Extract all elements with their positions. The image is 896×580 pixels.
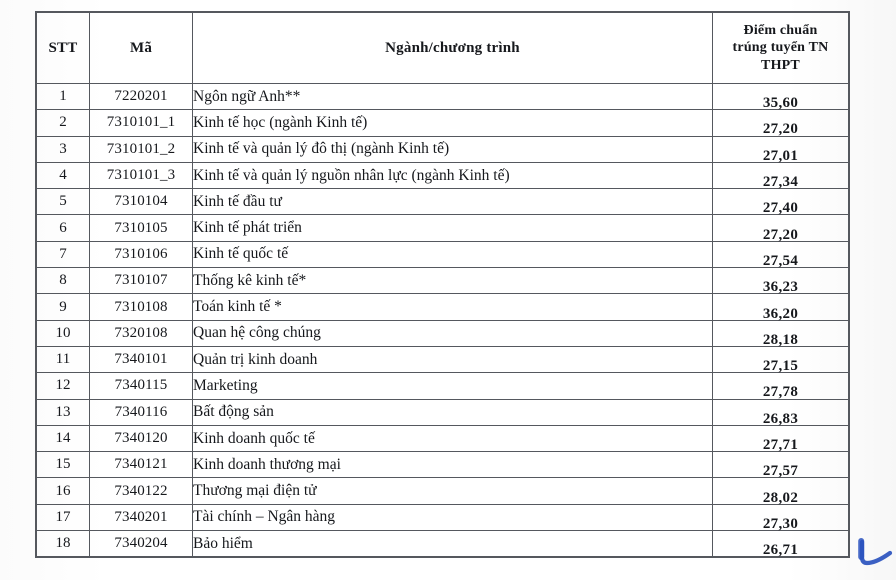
column-header-score-line-1: Điểm chuẩn (743, 22, 818, 38)
cell-benchmark-score (713, 320, 849, 346)
cell-program-name: Kinh tế và quản lý nguồn nhân lực (ngành Kinh tế) (193, 162, 713, 188)
cell-program-name: Kinh doanh thương mại (193, 452, 713, 478)
benchmark-score-value: 28,18 (762, 331, 799, 348)
cell-program-name: Bảo hiểm (193, 531, 713, 557)
table-row (37, 478, 849, 504)
benchmark-score-value: 26,83 (762, 410, 799, 427)
table-row (37, 346, 849, 372)
table-row (37, 215, 849, 241)
benchmark-score-value: 27,30 (762, 515, 799, 532)
table-row (37, 452, 849, 478)
benchmark-score-value: 27,01 (762, 147, 799, 164)
cell-program-name: Tài chính – Ngân hàng (193, 504, 713, 530)
benchmark-score-value: 27,20 (762, 226, 799, 243)
cell-benchmark-score (713, 531, 849, 557)
table-row (37, 189, 849, 215)
cell-program-name: Ngôn ngữ Anh** (193, 84, 713, 110)
cell-program-name: Kinh tế phát triển (193, 215, 713, 241)
cell-stt: 16 (37, 478, 90, 504)
table-row (37, 110, 849, 136)
column-header-stt: STT (37, 13, 90, 84)
cell-stt: 18 (37, 531, 90, 557)
cell-program-code: 7320108 (90, 320, 193, 346)
cell-program-code: 7310101_1 (90, 110, 193, 136)
cell-stt: 9 (37, 294, 90, 320)
benchmark-score-value: 27,54 (762, 252, 799, 269)
cell-stt: 15 (37, 452, 90, 478)
cell-program-code: 7340204 (90, 531, 193, 557)
cell-program-code: 7340201 (90, 504, 193, 530)
cell-benchmark-score (713, 425, 849, 451)
cell-benchmark-score (713, 294, 849, 320)
benchmark-score-value: 27,57 (762, 463, 799, 480)
cell-benchmark-score (713, 84, 849, 110)
cell-program-code: 7310106 (90, 241, 193, 267)
cell-stt: 17 (37, 504, 90, 530)
table-body (37, 84, 849, 557)
cell-program-code: 7310107 (90, 268, 193, 294)
cell-program-name: Thống kê kinh tế* (193, 268, 713, 294)
column-header-score (713, 13, 849, 84)
cell-program-code: 7340116 (90, 399, 193, 425)
cell-program-name: Kinh tế quốc tế (193, 241, 713, 267)
benchmark-score-value: 27,78 (762, 384, 799, 401)
cell-program-code: 7310101_3 (90, 162, 193, 188)
cell-stt: 11 (37, 346, 90, 372)
benchmark-score-value: 27,40 (762, 200, 799, 217)
table-row (37, 399, 849, 425)
cell-benchmark-score (713, 452, 849, 478)
cell-program-name: Thương mại điện tử (193, 478, 713, 504)
cell-stt: 12 (37, 373, 90, 399)
cell-stt: 7 (37, 241, 90, 267)
benchmark-score-value: 26,71 (762, 542, 799, 559)
cell-program-code: 7310108 (90, 294, 193, 320)
cell-program-code: 7220201 (90, 84, 193, 110)
benchmark-score-value: 27,34 (762, 174, 799, 191)
cell-benchmark-score (713, 346, 849, 375)
column-header-score-line-2: trúng tuyển TN (732, 40, 829, 56)
cell-benchmark-score (713, 268, 849, 294)
table-row (37, 320, 849, 346)
cell-stt: 14 (37, 425, 90, 451)
cell-stt: 5 (37, 189, 90, 215)
admission-scores-table-container (36, 12, 848, 559)
cell-program-name: Quan hệ công chúng (193, 320, 713, 346)
benchmark-score-value: 27,20 (762, 121, 799, 138)
cell-stt: 13 (37, 399, 90, 425)
cell-program-name: Quản trị kinh doanh (193, 346, 713, 372)
cell-benchmark-score (713, 373, 849, 399)
table-header-row (37, 13, 849, 84)
cell-benchmark-score (713, 215, 849, 241)
table-row (37, 425, 849, 451)
column-header-ma: Mã (90, 13, 193, 84)
benchmark-score-value: 28,02 (762, 489, 799, 506)
cell-stt: 10 (37, 320, 90, 346)
cell-program-code: 7310101_2 (90, 136, 193, 162)
benchmark-score-value: 36,23 (762, 279, 799, 296)
cell-benchmark-score (713, 241, 849, 267)
cell-benchmark-score (713, 504, 849, 530)
table-row (37, 531, 849, 557)
cell-program-name: Kinh tế học (ngành Kinh tế) (193, 110, 713, 136)
table-header (37, 13, 849, 84)
column-header-score-line-3: THPT (761, 57, 800, 73)
table-row (37, 268, 849, 294)
benchmark-score-value: 27,15 (762, 358, 799, 375)
cell-program-name: Bất động sản (193, 399, 713, 425)
benchmark-score-value: 36,20 (762, 305, 799, 322)
cell-program-name: Kinh tế đầu tư (193, 189, 713, 215)
cell-benchmark-score (713, 478, 849, 504)
table-row (37, 84, 849, 110)
cell-program-code: 7340115 (90, 373, 193, 399)
cell-program-name: Marketing (193, 373, 713, 399)
cell-program-code: 7310104 (90, 189, 193, 215)
cell-program-name: Kinh tế và quản lý đô thị (ngành Kinh tế) (193, 136, 713, 162)
cell-benchmark-score (713, 162, 849, 191)
table-row (37, 162, 849, 188)
table-row (37, 373, 849, 399)
cell-stt: 3 (37, 136, 90, 162)
table-row (37, 294, 849, 320)
cell-program-code: 7340122 (90, 478, 193, 504)
table-row (37, 504, 849, 530)
table-row (37, 241, 849, 267)
table-row (37, 136, 849, 162)
cell-benchmark-score (713, 110, 849, 136)
cell-benchmark-score (713, 136, 849, 162)
cell-stt: 2 (37, 110, 90, 136)
benchmark-score-value: 35,60 (762, 95, 799, 112)
cell-stt: 8 (37, 268, 90, 294)
admission-scores-table (36, 12, 849, 557)
cell-program-name: Kinh doanh quốc tế (193, 425, 713, 451)
cell-stt: 6 (37, 215, 90, 241)
cell-benchmark-score (713, 399, 849, 425)
cell-benchmark-score (713, 189, 849, 215)
cell-program-code: 7340101 (90, 346, 193, 372)
cell-stt: 4 (37, 162, 90, 188)
cell-program-name: Toán kinh tế * (193, 294, 713, 320)
cell-program-code: 7340120 (90, 425, 193, 451)
cell-stt: 1 (37, 84, 90, 110)
cell-program-code: 7340121 (90, 452, 193, 478)
cell-program-code: 7310105 (90, 215, 193, 241)
column-header-name: Ngành/chương trình (193, 13, 713, 84)
benchmark-score-value: 27,71 (762, 437, 799, 453)
